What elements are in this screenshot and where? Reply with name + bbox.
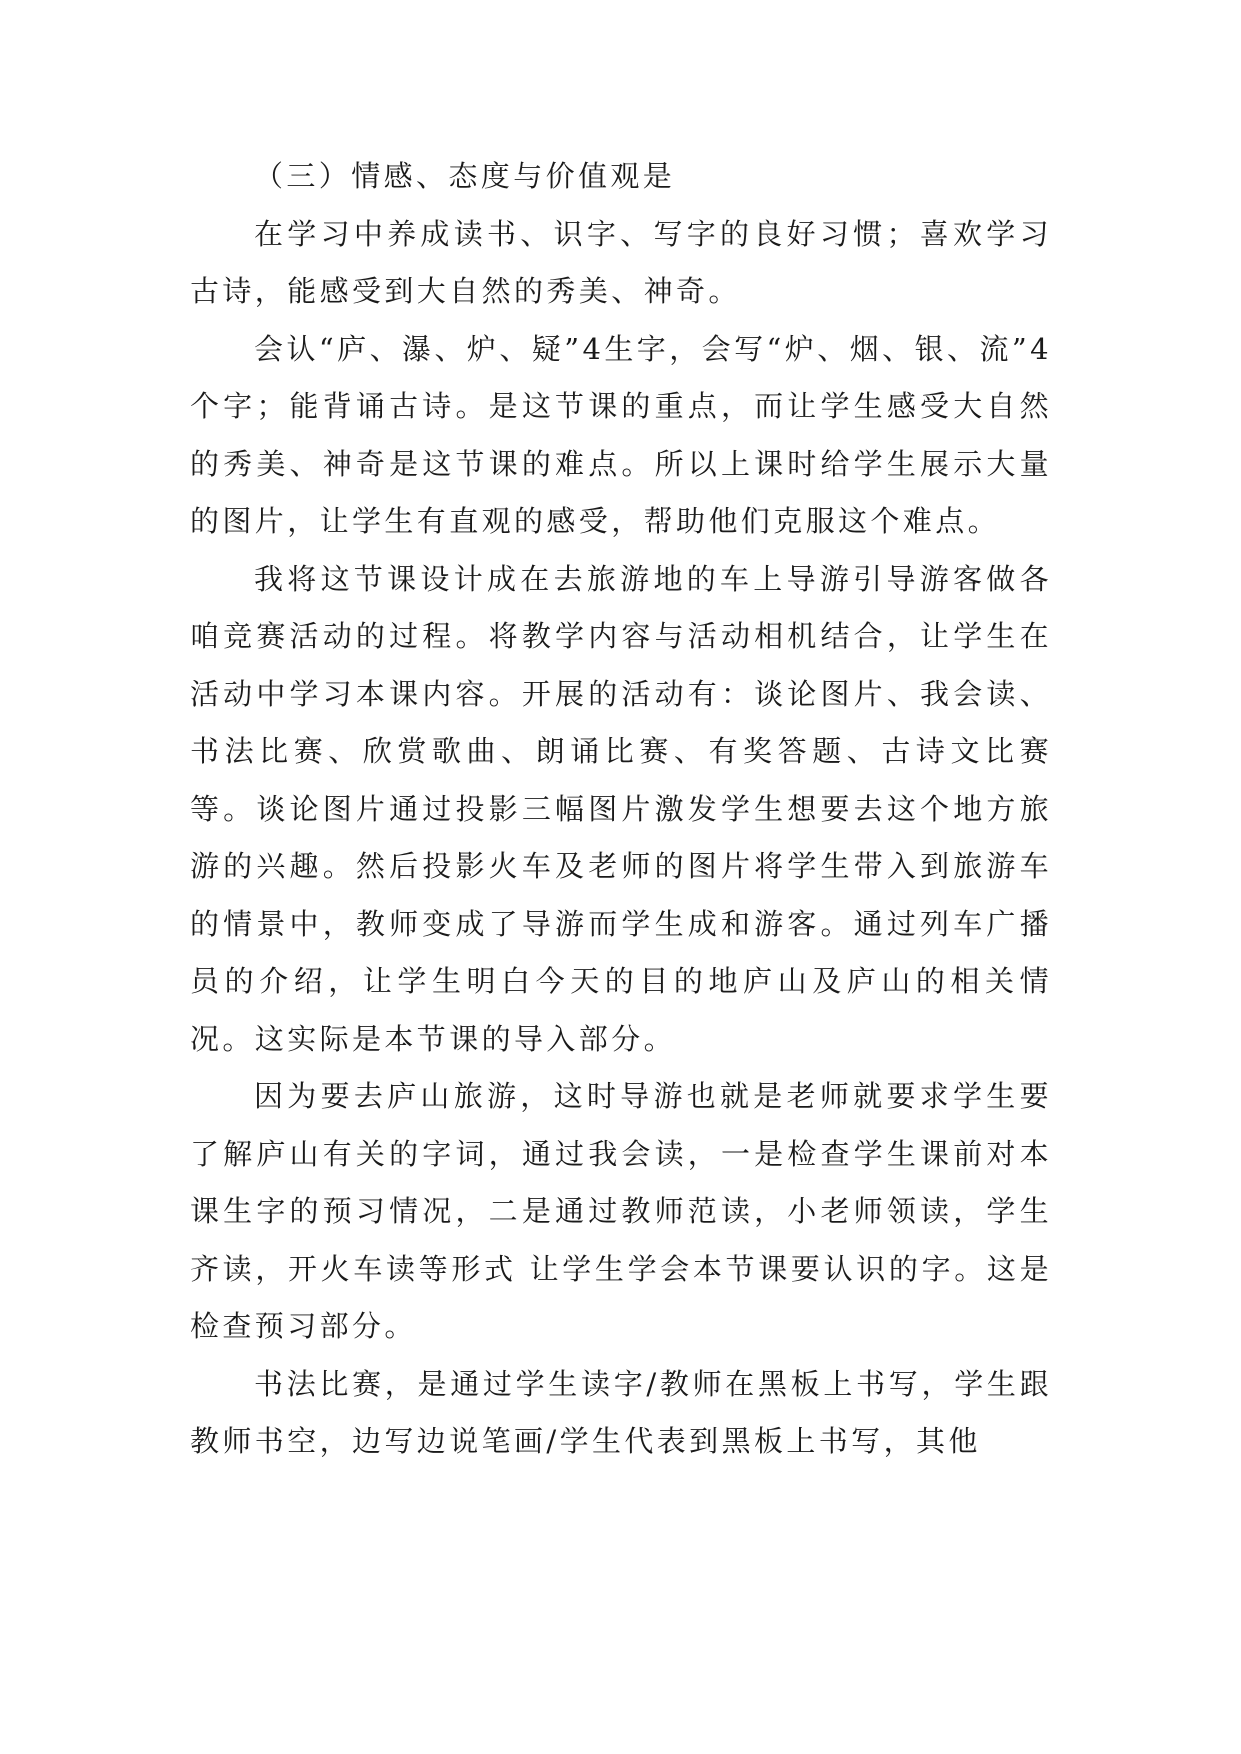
paragraph-preview-check: 因为要去庐山旅游，这时导游也就是老师就要求学生要了解庐山有关的字词，通过我会读，一是检查学生课前对本课生字的预习情况，二是通过教师范读，小老师领读，学生齐读，开火车读等形式 让学生学会本节课要认识的字。这是检查预习部分。 [190,1079,1052,1343]
paragraph-calligraphy: 书法比赛，是通过学生读字/教师在黑板上书写，学生跟教师书空，边写边说笔画/学生代表到黑板上书写，其他 [190,1366,1052,1458]
document-page [190,148,1052,1471]
paragraph-lesson-design: 我将这节课设计成在去旅游地的车上导游引导游客做各咱竞赛活动的过程。将教学内容与活动相机结合，让学生在活动中学习本课内容。开展的活动有：谈论图片、我会读、书法比赛、欣赏歌曲、朗诵比赛、有奖答题、古诗文比赛等。谈论图片通过投影三幅图片激发学生想要去这个地方旅游的兴趣。然后投影火车及老师的图片将学生带入到旅游车的情景中，教师变成了导游而学生成和游客。通过列车广播员的介绍，让学生明白今天的目的地庐山及庐山的相关情况。这实际是本节课的导入部分。 [190,561,1052,1056]
section-heading: （三）情感、态度与价值观是 [254,159,676,193]
paragraph-key-points: 会认“庐、瀑、炉、疑”4生字，会写“炉、烟、银、流”4个字；能背诵古诗。是这节课的重点，而让学生感受大自然的秀美、神奇是这节课的难点。所以上课时给学生展示大量的图片，让学生有直观的感受，帮助他们克服这个难点。 [190,331,1052,538]
paragraph-goals: 在学习中养成读书、识字、写字的良好习惯；喜欢学习古诗，能感受到大自然的秀美、神奇。 [190,216,1052,308]
